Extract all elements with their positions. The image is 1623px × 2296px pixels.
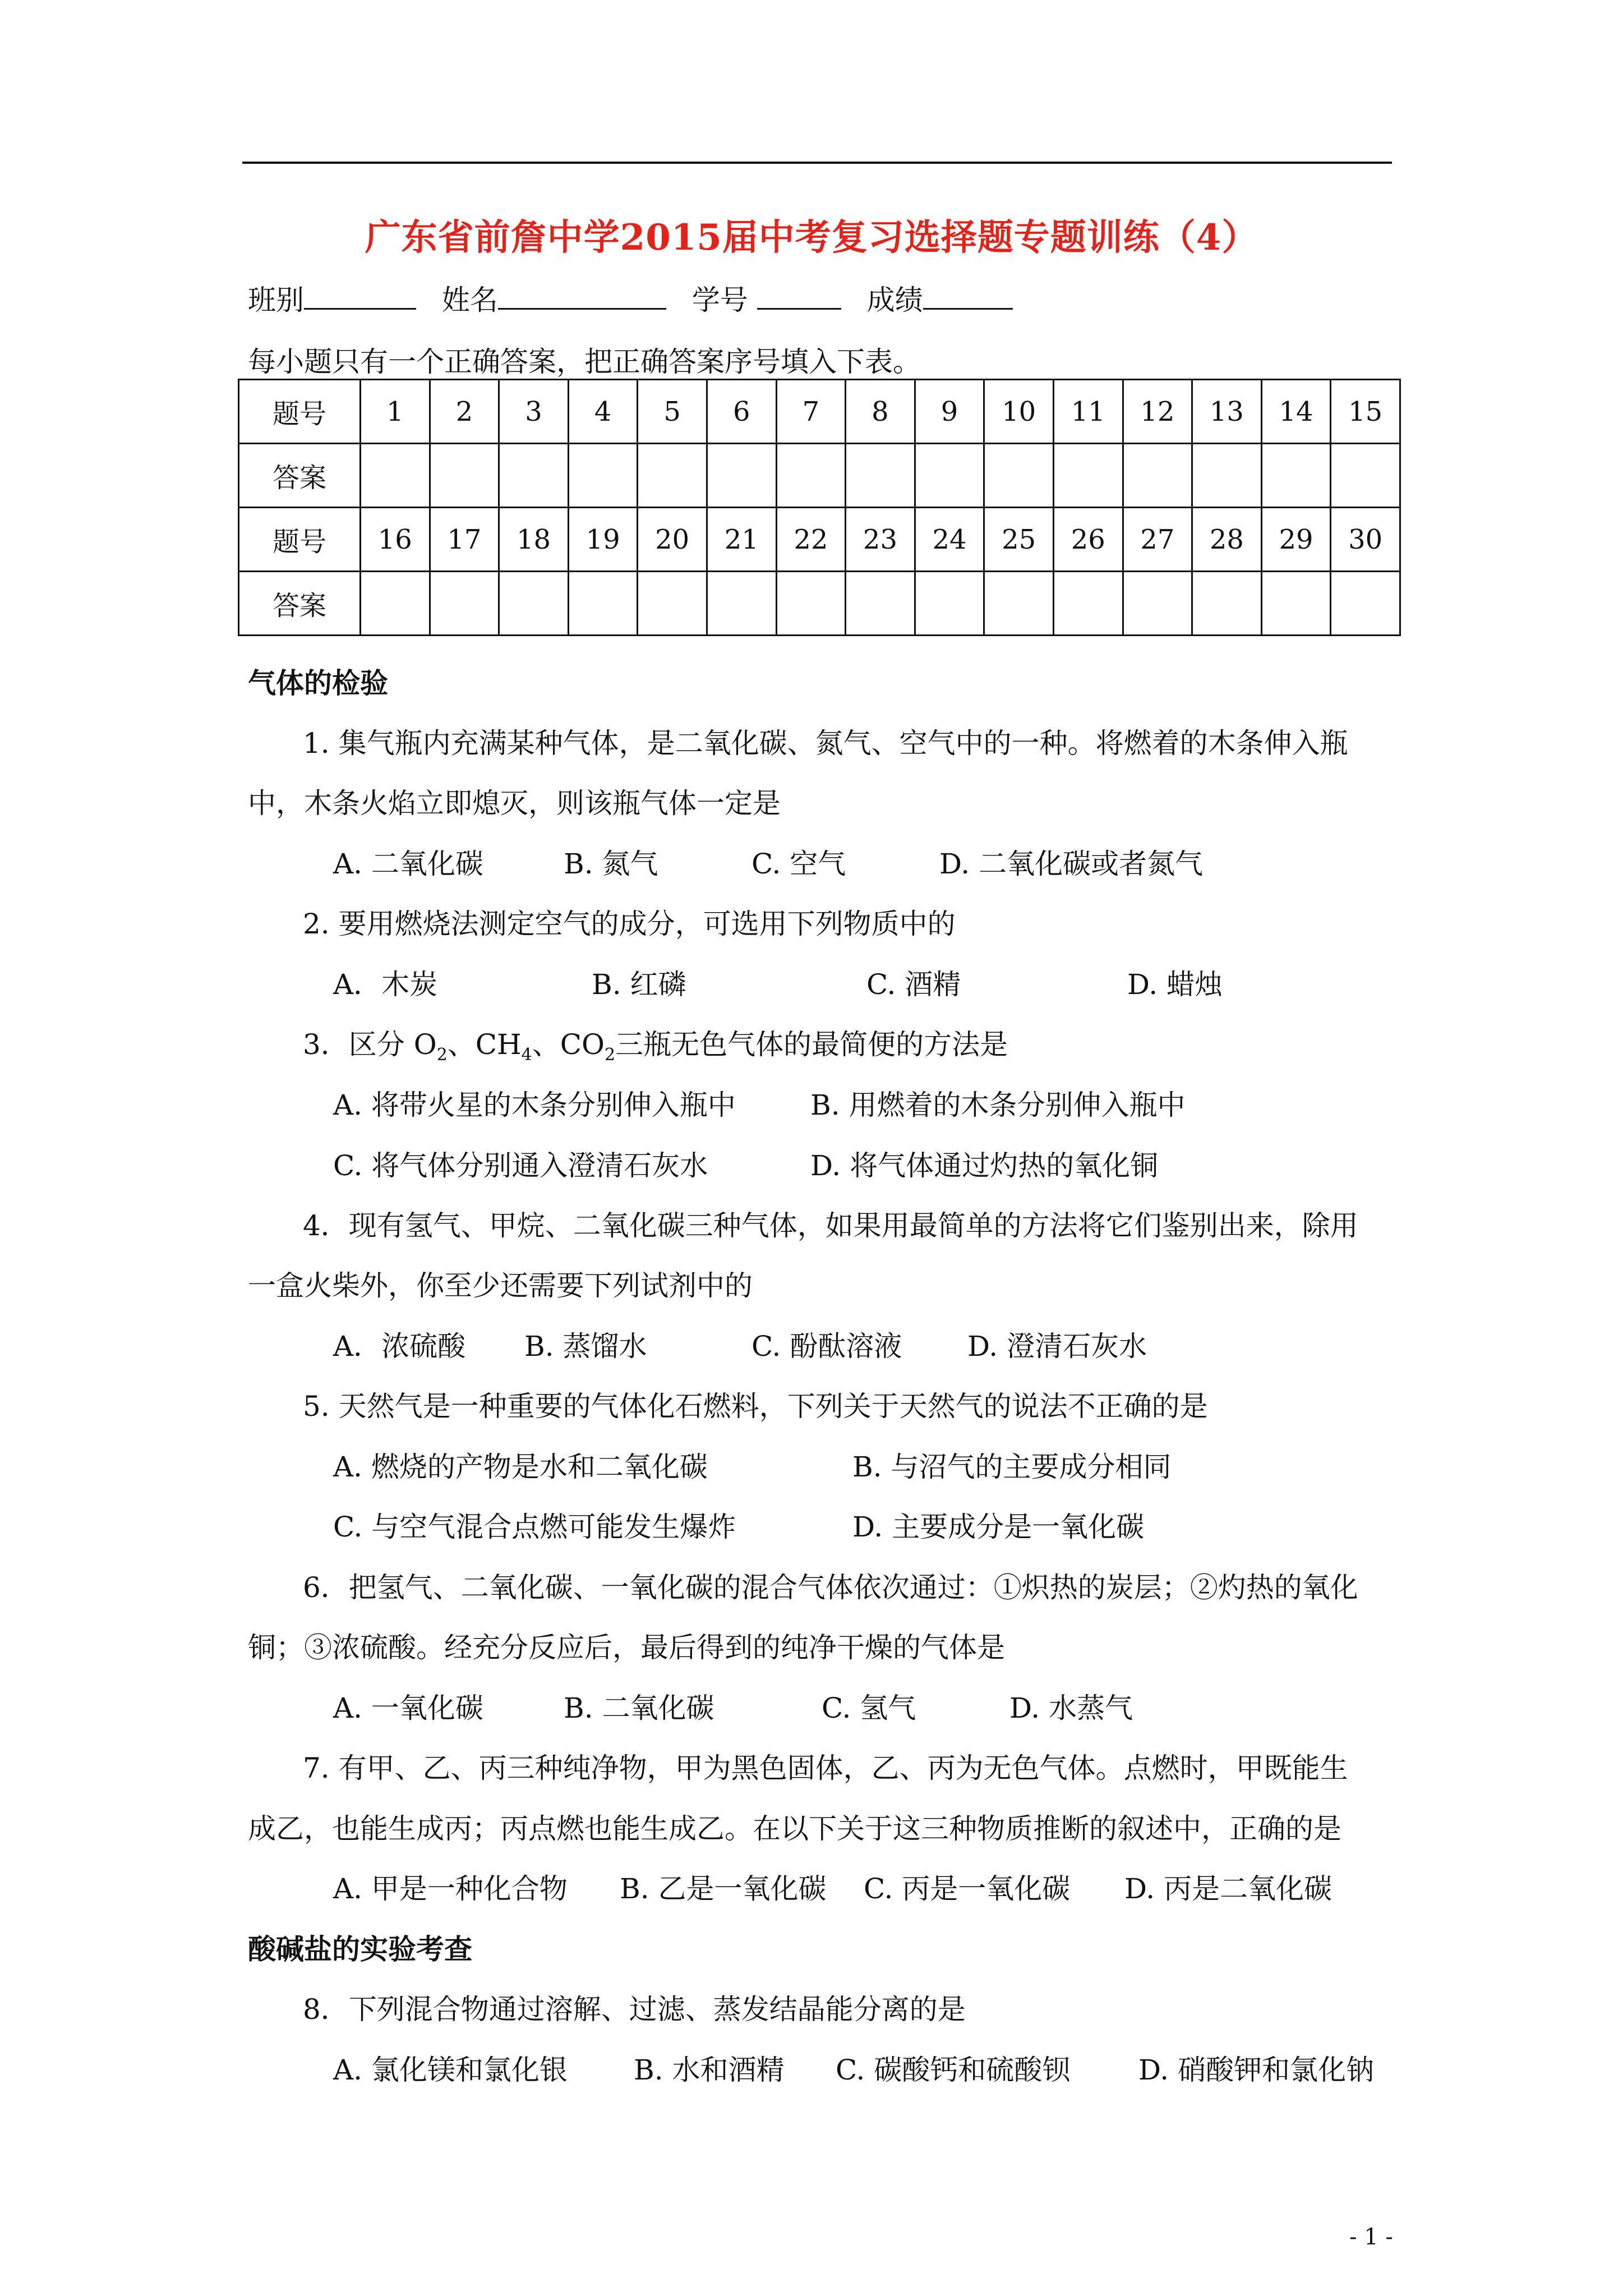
number-cell: 25 [984,508,1054,572]
document-title: 广东省前詹中学2015届中考复习选择题专题训练（4） [365,217,1258,259]
student-info-line [248,278,1030,318]
page-number: - 1 - [1349,2224,1393,2250]
question-6-line-2: 铜；③浓硫酸。经充分反应后，最后得到的纯净干燥的气体是 [248,1631,1005,1664]
number-cell: 12 [1123,380,1192,444]
question-8: 8．下列混合物通过溶解、过滤、蒸发结晶能分离的是 [303,1993,966,2026]
q4-option-c: C. 酚酞溶液 [751,1330,902,1363]
q6-option-a: A. 一氧化碳 [333,1692,483,1724]
number-cell: 6 [707,380,776,444]
q7-option-d: D. 丙是二氧化碳 [1124,1872,1332,1905]
number-row-2 [239,508,1400,572]
answer-cell[interactable] [361,572,430,636]
score-blank[interactable] [923,283,1013,310]
answer-cell[interactable] [915,444,984,508]
number-cell: 9 [915,380,984,444]
id-label: 学号 [691,284,748,316]
number-cell: 20 [638,508,707,572]
number-cell: 29 [1261,508,1331,572]
q8-option-b: B. 水和酒精 [634,2054,785,2086]
question-7-line-2: 成乙，也能生成丙；丙点燃也能生成乙。在以下关于这三种物质推断的叙述中，正确的是 [248,1812,1341,1845]
q2-option-a: A．木炭 [333,968,438,1001]
answer-cell[interactable] [1053,572,1123,636]
number-cell: 30 [1331,508,1400,572]
answer-cell[interactable] [915,572,984,636]
number-cell: 2 [430,380,499,444]
q2-option-b: B. 红磷 [592,968,686,1001]
answer-cell[interactable] [846,572,915,636]
q8-option-a: A. 氯化镁和氯化银 [333,2054,568,2086]
answer-cell[interactable] [638,572,707,636]
answer-table [238,379,1401,636]
row-label: 题号 [239,380,361,444]
answer-cell[interactable] [846,444,915,508]
q6-option-c: C. 氢气 [822,1692,916,1724]
answer-cell[interactable] [1192,444,1262,508]
q8-option-c: C. 碳酸钙和硫酸钡 [836,2054,1071,2086]
class-blank[interactable] [304,283,416,310]
answer-cell[interactable] [430,444,499,508]
question-1-line-2: 中，木条火焰立即熄灭，则该瓶气体一定是 [248,787,781,820]
name-blank[interactable] [498,283,666,310]
question-4-line-1: 4．现有氢气、甲烷、二氧化碳三种气体，如果用最简单的方法将它们鉴别出来，除用 [303,1209,1358,1242]
q1-option-b: B. 氮气 [564,848,658,880]
score-label: 成绩 [866,284,923,316]
answer-cell[interactable] [707,572,776,636]
answer-cell[interactable] [1261,444,1331,508]
row-label: 答案 [239,572,361,636]
answer-row-2 [239,572,1400,636]
answer-cell[interactable] [984,572,1054,636]
q5-option-c: C. 与空气混合点燃可能发生爆炸 [333,1511,736,1543]
name-label: 姓名 [441,284,498,316]
answer-cell[interactable] [1331,444,1400,508]
answer-cell[interactable] [1192,572,1262,636]
q6-option-d: D. 水蒸气 [1009,1692,1133,1724]
q3-text-mid1: 、CH [447,1028,522,1061]
number-cell: 14 [1261,380,1331,444]
section-heading-gas: 气体的检验 [248,666,388,700]
answer-cell[interactable] [430,572,499,636]
question-2: 2. 要用燃烧法测定空气的成分，可选用下列物质中的 [303,908,956,940]
q3-text-mid2: 、CO [532,1028,605,1061]
number-cell: 16 [361,508,430,572]
q2-option-c: C. 酒精 [866,968,961,1001]
instruction-text: 每小题只有一个正确答案，把正确答案序号填入下表。 [248,346,921,378]
q1-option-d: D. 二氧化碳或者氮气 [939,848,1204,880]
row-label: 答案 [239,444,361,508]
number-cell: 28 [1192,508,1262,572]
question-1-line-1: 1. 集气瓶内充满某种气体，是二氧化碳、氮气、空气中的一种。将燃着的木条伸入瓶 [303,727,1348,760]
number-cell: 8 [846,380,915,444]
number-cell: 17 [430,508,499,572]
q4-option-d: D. 澄清石灰水 [967,1330,1147,1363]
number-cell: 4 [568,380,638,444]
q7-option-a: A. 甲是一种化合物 [333,1872,568,1905]
number-cell: 1 [361,380,430,444]
q5-option-b: B. 与沼气的主要成分相同 [852,1451,1172,1483]
q4-option-a: A．浓硫酸 [333,1330,466,1363]
q3-text-post: 三瓶无色气体的最简便的方法是 [615,1028,1008,1061]
number-cell: 19 [568,508,638,572]
q1-option-a: A. 二氧化碳 [333,848,483,880]
number-cell: 13 [1192,380,1262,444]
id-blank[interactable] [757,283,841,310]
section-heading-acid: 酸碱盐的实验考查 [248,1932,472,1966]
answer-cell[interactable] [1331,572,1400,636]
number-cell: 5 [638,380,707,444]
q8-option-d: D. 硝酸钾和氯化钠 [1138,2054,1375,2086]
answer-cell[interactable] [568,444,638,508]
q3-sub: 4 [521,1045,532,1065]
q3-sub: 2 [436,1045,448,1065]
answer-cell[interactable] [499,572,569,636]
answer-cell[interactable] [1261,572,1331,636]
answer-cell[interactable] [499,444,569,508]
answer-cell[interactable] [1053,444,1123,508]
q3-option-b: B. 用燃着的木条分别伸入瓶中 [810,1089,1186,1121]
number-cell: 15 [1331,380,1400,444]
question-5: 5. 天然气是一种重要的气体化石燃料，下列关于天然气的说法不正确的是 [303,1390,1208,1423]
class-label: 班别 [248,284,304,316]
header-rule [242,162,1392,164]
number-cell: 24 [915,508,984,572]
number-cell: 22 [776,508,846,572]
q3-option-c: C. 将气体分别通入澄清石灰水 [333,1149,708,1182]
answer-cell[interactable] [1123,444,1192,508]
number-cell: 23 [846,508,915,572]
question-3 [303,1022,1008,1065]
number-cell: 21 [707,508,776,572]
row-label: 题号 [239,508,361,572]
q7-option-c: C. 丙是一氧化碳 [864,1872,1071,1905]
number-cell: 10 [984,380,1054,444]
q7-option-b: B. 乙是一氧化碳 [620,1872,827,1905]
question-7-line-1: 7. 有甲、乙、丙三种纯净物，甲为黑色固体，乙、丙为无色气体。点燃时，甲既能生 [303,1752,1348,1784]
q5-option-a: A. 燃烧的产物是水和二氧化碳 [333,1451,708,1483]
answer-cell[interactable] [1123,572,1192,636]
q3-text-pre: 3．区分 O [303,1028,437,1061]
q3-sub: 2 [605,1045,616,1065]
number-cell: 11 [1053,380,1123,444]
q1-option-c: C. 空气 [751,848,846,880]
answer-row-1 [239,444,1400,508]
answer-cell[interactable] [361,444,430,508]
answer-cell[interactable] [776,444,846,508]
q6-option-b: B. 二氧化碳 [564,1692,714,1724]
q3-option-d: D. 将气体通过灼热的氧化铜 [810,1149,1159,1182]
number-cell: 7 [776,380,846,444]
number-cell: 26 [1053,508,1123,572]
q5-option-d: D. 主要成分是一氧化碳 [852,1511,1145,1543]
number-cell: 27 [1123,508,1192,572]
q2-option-d: D. 蜡烛 [1127,968,1223,1001]
number-cell: 18 [499,508,569,572]
number-cell: 3 [499,380,569,444]
q3-option-a: A. 将带火星的木条分别伸入瓶中 [333,1089,736,1121]
answer-cell[interactable] [707,444,776,508]
answer-cell[interactable] [638,444,707,508]
answer-cell[interactable] [776,572,846,636]
question-4-line-2: 一盒火柴外，你至少还需要下列试剂中的 [248,1269,753,1302]
q4-option-b: B. 蒸馏水 [524,1330,647,1363]
answer-cell[interactable] [984,444,1054,508]
question-6-line-1: 6．把氢气、二氧化碳、一氧化碳的混合气体依次通过：①炽热的炭层；②灼热的氧化 [303,1571,1358,1604]
answer-cell[interactable] [568,572,638,636]
number-row-1 [239,380,1400,444]
